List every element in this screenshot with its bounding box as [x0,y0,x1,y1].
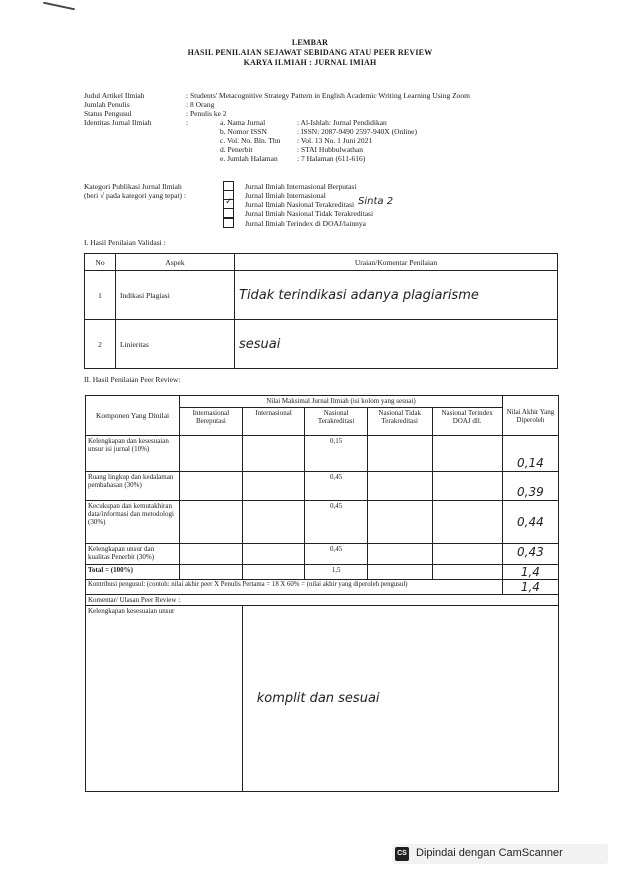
table-row [86,544,559,565]
penulis-label: Jumlah Penulis [84,100,130,109]
kategori-hint: (beri √ pada kategori yang tepat) : [84,191,186,200]
empty-cell [180,472,243,501]
row-aspek: Linieritas [116,320,235,369]
col-nasional-doaj: Nasional Terindex DOAJ dll. [432,408,502,436]
total-max: 1,5 [305,565,368,580]
handwritten-sinta-note: Sinta 2 [358,196,394,207]
option-nasional-terakreditasi: Jurnal Ilmiah Nasional Terakreditasi [245,200,355,209]
col-internasional-bereputasi: Internasional Bereputasi [180,408,243,436]
checkbox-terindex-doaj[interactable] [223,218,234,228]
row-akhir: 0,43 [502,544,558,565]
status-label: Status Pengusul [84,109,132,118]
header-line1: LEMBAR [291,38,329,47]
row-max: 0,45 [305,544,368,565]
col-nasional-terakreditasi: Nasional Terakreditasi [305,408,368,436]
empty-cell [180,544,243,565]
empty-cell [180,501,243,544]
col-komponen: Komponen Yang Dinilai [86,396,180,436]
row-komentar: Tidak terindikasi adanya plagiarisme [235,271,558,320]
checkmark-icon: ✓ [225,196,233,206]
peer-header-row [86,396,559,408]
empty-cell [367,472,432,501]
judul-value: : Students' Metacognitive Strategy Pattern in English Academic Writing Learning Using Zoom [186,91,470,100]
empty-cell [432,436,502,472]
pen-stroke-mark [43,2,75,11]
field-value-volume: : Vol. 13 No. 1 Juni 2021 [297,136,373,145]
empty-cell [432,544,502,565]
total-row [86,565,559,580]
option-terindex-doaj: Jurnal Ilmiah Terindex di DOAJ/lainnya [245,219,366,228]
empty-cell [242,565,305,580]
empty-cell [242,544,305,565]
empty-cell [180,436,243,472]
empty-cell [367,544,432,565]
empty-cell [367,501,432,544]
kategori-label: Kategori Publikasi Jurnal Ilmiah [84,182,182,191]
field-label-volume: c. Vol. No. Bln. Thn [220,136,281,145]
field-label-issn: b. Nomor ISSN [220,127,267,136]
empty-cell [367,565,432,580]
peer-review-table [85,395,559,792]
empty-cell [432,565,502,580]
field-label-nama-jurnal: a. Nama Jurnal [220,118,266,127]
validasi-table [84,253,558,369]
col-internasional: Internasional [242,408,305,436]
row-akhir: 0,44 [502,501,558,544]
komentar-title-row [86,595,559,606]
empty-cell [180,565,243,580]
col-aspek: Aspek [116,254,235,271]
empty-cell [242,501,305,544]
row-aspek: Indikasi Plagiasi [116,271,235,320]
table-row [86,501,559,544]
row-no: 1 [85,271,116,320]
total-label: Total = (100%) [86,565,180,580]
kontribusi-row [86,580,559,595]
col-no: No [85,254,116,271]
row-no: 2 [85,320,116,369]
row-akhir: 0,39 [502,472,558,501]
header-line2: HASIL PENILAIAN SEJAWAT SEBIDANG ATAU PEER REVIEW [187,48,433,57]
field-value-penerbit: : STAI Hubbulwathan [297,145,364,154]
row-akhir: 0,14 [502,436,558,472]
kontribusi-label: Kontribusi pengusul: (contoh: nilai akhir peer X Penulis Pertama = 18 X 60% = (nilai akhir yang diperoleh pengusul) [86,580,503,595]
kontribusi-value: 1,4 [502,580,558,595]
field-value-issn: : ISSN: 2087-9490 2597-940X (Online) [297,127,417,136]
row-komentar: sesuai [235,320,558,369]
komentar-title: Komentar/ Ulasan Peer Review : [86,595,559,606]
option-internasional: Jurnal Ilmiah Internasional [245,191,326,200]
total-akhir: 1,4 [502,565,558,580]
row-komponen: Kecukupan dan kemutakhiran data/informasi dan metodologi (30%) [86,501,180,544]
row-max: 0,45 [305,472,368,501]
status-value: : Penulis ke 2 [186,109,227,118]
row-max: 0,45 [305,501,368,544]
col-nilai-maksimal: Nilai Maksimal Jurnal Ilmiah (isi kolom yang sesuai) [180,396,503,408]
komentar-aspek: Kelengkapan kesesuaian unsur [86,606,243,792]
empty-cell [242,472,305,501]
section-validasi-title: I. Hasil Penilaian Validasi : [84,238,166,247]
col-komentar: Uraian/Komentar Penilaian [235,254,558,271]
checkbox-nasional-tidak-terakreditasi[interactable] [223,208,234,218]
identitas-colon: : [186,118,189,127]
option-internasional-bereputasi: Jurnal Ilmiah Internasional Berputasi [245,182,357,191]
penulis-value: : 8 Orang [186,100,215,109]
komentar-text: komplit dan sesuai [242,606,558,792]
empty-cell [432,472,502,501]
row-komponen: Ruang lingkup dan kedalaman pembahasan (30%) [86,472,180,501]
section-peer-title: II. Hasil Penilaian Peer Review: [84,375,181,384]
field-value-halaman: : 7 Halaman (611-616) [297,154,366,163]
row-komponen: Kelengkapan unsur dan kualitas Penerbit (30%) [86,544,180,565]
table-row [86,436,559,472]
field-value-nama-jurnal: : Al-Ishlah: Jurnal Pendidikan [297,118,387,127]
camscanner-logo-icon: CS [395,847,409,861]
header-line3: KARYA ILMIAH : JURNAL IMIAH [243,58,377,67]
empty-cell [367,436,432,472]
empty-cell [242,436,305,472]
table-row [85,320,558,369]
row-max: 0,15 [305,436,368,472]
field-label-penerbit: d. Penerbit [220,145,253,154]
col-nasional-tidak-terakreditasi: Nasional Tidak Terakreditasi [367,408,432,436]
judul-label: Judul Artikel Ilmiah [84,91,145,100]
field-label-halaman: e. Jumlah Halaman [220,154,278,163]
table-row [86,472,559,501]
empty-cell [432,501,502,544]
row-komponen: Kelengkapan dan kesesuaian unsur isi jurnal (10%) [86,436,180,472]
table-row [85,271,558,320]
option-nasional-tidak-terakreditasi: Jurnal Ilmiah Nasional Tidak Terakreditasi [245,209,374,218]
camscanner-watermark [392,844,608,864]
validasi-header-row [85,254,558,271]
identitas-label: Identitas Jurnal Ilmiah [84,118,152,127]
camscanner-text: Dipindai dengan CamScanner [416,847,563,859]
komentar-row [86,606,559,792]
col-nilai-akhir: Nilai Akhir Yang Diperoleh [502,396,558,436]
